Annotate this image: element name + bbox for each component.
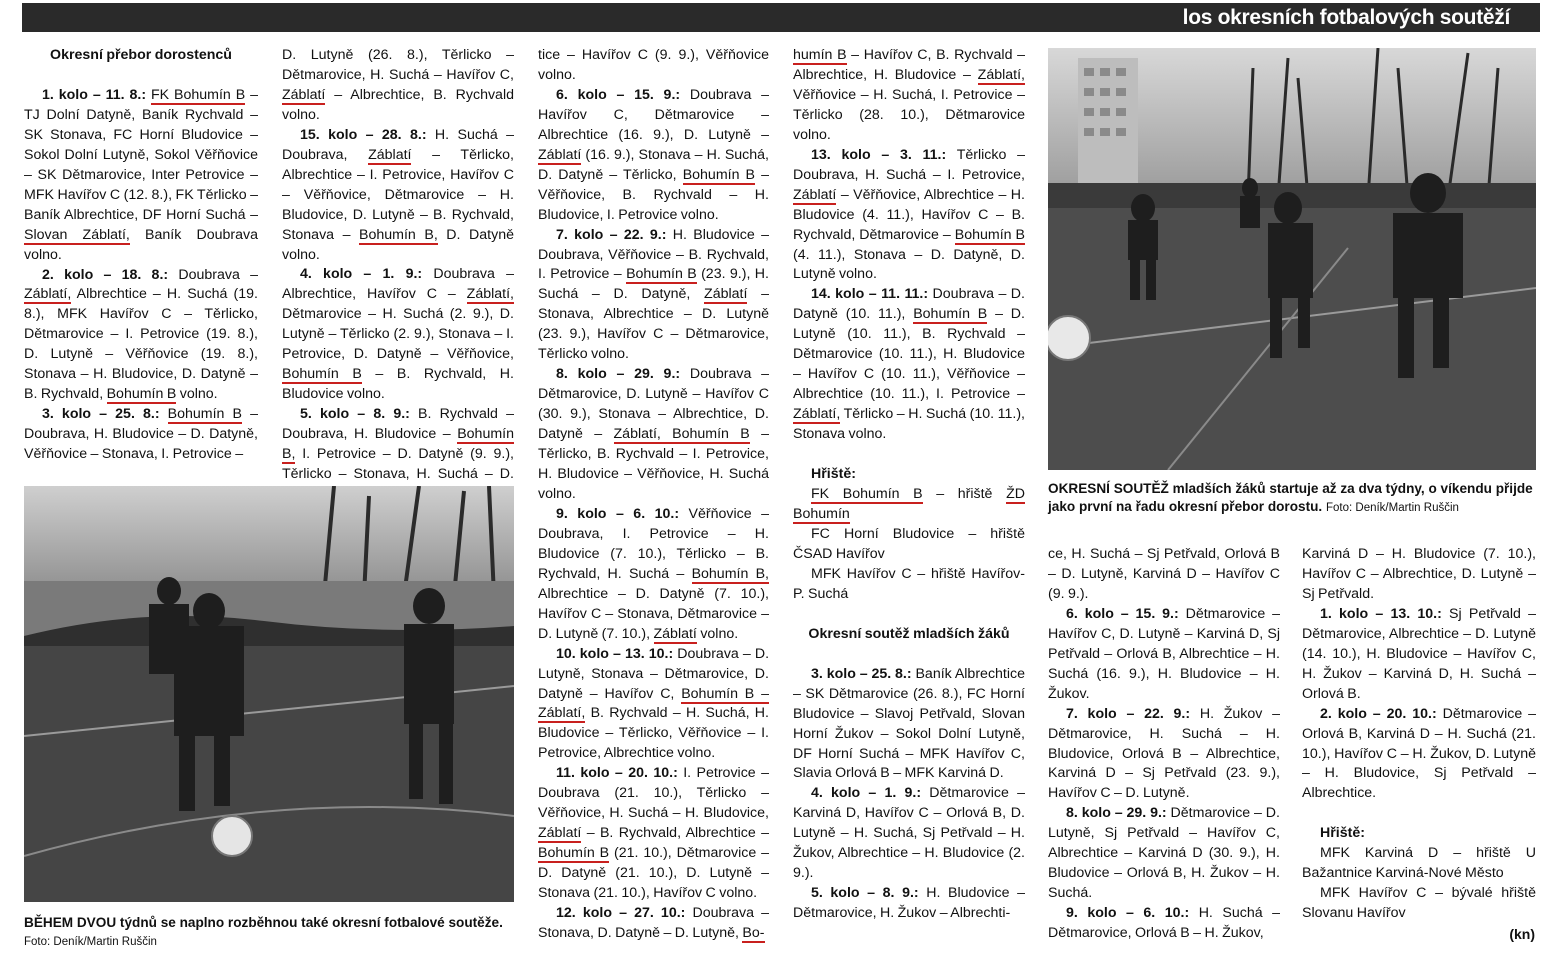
venues-heading: Hřiště: (811, 466, 856, 483)
author-signature: (kn) (1509, 926, 1535, 942)
venue-3: MFK Havířov C – hřiště Havířov-P. Suchá (793, 565, 1025, 602)
column-2 (282, 46, 514, 525)
round-11: 11. kolo – 20. 10.: I. Petrovice – Doubrava (21. 10.), Těrlicko – Věřňovice, H. Suchá – H. Bludovice, Záblatí – B. Rychvald, Albrechtice – Bohumín B (21. 10.), Dětmarovice – D. Datyně (21. 10.), D. Lutyně – Stonava (21. 10.), Havířov C volno. (538, 765, 769, 902)
round-10: 10. kolo – 13. 10.: Doubrava – D. Lutyně, Stonava – Dětmarovice, D. Datyně – Havířov C, Bohumín B – Záblatí, B. Rychvald – H. Suchá, H. Bludovice – Těrlicko, Věřňovice – I. Petrovice, Albrechtice volno. (538, 645, 770, 762)
photo-bottom-caption: BĚHEM DVOU týdnů se naplno rozběhnou také okresní fotbalové soutěže. Foto: Deník/Martin Ruščin (24, 915, 503, 948)
section-title: los okresních fotbalových soutěží (1182, 6, 1510, 29)
round-12: 12. kolo – 27. 10.: Doubrava – Stonava, D. Datyně – D. Lutyně, Bo- (538, 904, 769, 941)
round-15: 15. kolo – 28. 8.: H. Suchá – Doubrava, Záblatí – Těrlicko, Albrechtice – I. Petrovice, Havířov C – Věřňovice, Dětmarovice – H. Bludovice, D. Lutyně – B. Rychvald, Stonava – Bohumín B, D. Datyně volno. (282, 126, 515, 263)
round-3-cont: D. Lutyně (26. 8.), Těrlicko – Dětmarovice, H. Suchá – Havířov C, Záblatí – Albrechtice, B. Rychvald volno. (282, 47, 514, 123)
column-1 (24, 46, 258, 465)
junior-round-5: 5. kolo – 8. 9.: H. Bludovice – Dětmarovice, H. Žukov – Albrechti- (793, 885, 1026, 922)
photo-youth-football-top (1048, 48, 1536, 470)
round-14: 14. kolo – 11. 11.: Doubrava – D. Datyně (10. 11.), Bohumín B – D. Lutyně (10. 11.), B. Rychvald – Dětmarovice (10. 11.), H. Bludovice – Havířov C (10. 11.), Věřňovice – Albrechtice (10. 11.), I. Petrovice – Záblatí, Těrlicko – H. Suchá (10. 11.), Stonava volno. (793, 286, 1025, 443)
column-5 (1048, 545, 1280, 944)
column-6 (1302, 545, 1536, 924)
junior-venue-1: MFK Karviná D – hřiště U Bažantnice Karviná-Nové Město (1302, 845, 1536, 882)
column-3 (538, 46, 769, 944)
round-7: 7. kolo – 22. 9.: H. Bludovice – Doubrava, Věřňovice – B. Rychvald, I. Petrovice – Bohumín B (23. 9.), H. Suchá – D. Datyně, Záblatí – Stonava, Albrechtice – D. Lutyně (23. 9.), Havířov C – Dětmarovice, Těrlicko volno. (538, 226, 770, 363)
junior-round-1: 1. kolo – 13. 10.: Sj Petřvald – Dětmarovice, Albrechtice – D. Lutyně (14. 10.), H. Bludovice – Havířov C, H. Žukov – Karviná D, H. Suchá – Orlová B. (1302, 605, 1536, 702)
junior-round-8: 8. kolo – 29. 9.: Dětmarovice – D. Lutyně, Sj Petřvald – Havířov C, Albrechtice – Karviná D (30. 9.), H. Bludovice – Orlová B, H. Žukov – H. Suchá. (1048, 805, 1280, 902)
photo-top-caption: OKRESNÍ SOUTĚŽ mladších žáků startuje až za dva týdny, o víkendu přijde jako první na řadu okresní přebor dorostu. Foto: Deník/Martin Ruščin (1048, 481, 1533, 514)
round-6: 6. kolo – 15. 9.: Doubrava – Havířov C, Dětmarovice – Albrechtice (16. 9.), D. Lutyně – Záblatí (16. 9.), Stonava – H. Suchá, D. Datyně – Těrlicko, Bohumín B – Věřňovice, B. Rychvald – H. Bludovice, I. Petrovice volno. (538, 86, 770, 223)
junior-venues-heading: Hřiště: (1320, 825, 1365, 842)
round-1: 1. kolo – 11. 8.: FK Bohumín B – TJ Dolní Datyně, Baník Rychvald – SK Stonava, FC Horní Bludovice – Sokol Dolní Lutyně, Sokol Věřňovice – SK Dětmarovice, Inter Petrovice – MFK Havířov C (12. 8.), FK Těrlicko – Baník Albrechtice, DF Horní Suchá – Slovan Záblatí, Baník Doubrava volno. (24, 86, 259, 263)
venue-2: FC Horní Bludovice – hřiště ČSAD Havířov (793, 525, 1025, 562)
junior-round-5-cont: ce, H. Suchá – Sj Petřvald, Orlová B – D. Lutyně, Karviná D – Havířov C (9. 9.). (1048, 546, 1280, 602)
round-2: 2. kolo – 18. 8.: Doubrava – Záblatí, Albrechtice – H. Suchá (19. 8.), MFK Havířov C – Těrlicko, Dětmarovice – I. Petrovice (19. 8.), D. Lutyně – Věřňovice (19. 8.), Stonava – H. Bludovice, D. Datyně – B. Rychvald, Bohumín B volno. (24, 266, 259, 403)
round-12-cont: humín B – Havířov C, B. Rychvald – Albrechtice, H. Bludovice – Záblatí, Věřňovice – H. Suchá, I. Petrovice – Těrlicko (28. 10.), Dětmarovice volno. (793, 47, 1025, 143)
header-bar (22, 3, 1540, 32)
junior-round-9: 9. kolo – 6. 10.: H. Suchá – Dětmarovice, Orlová B – H. Žukov, (1048, 905, 1280, 942)
round-9: 9. kolo – 6. 10.: Věřňovice – Doubrava, I. Petrovice – H. Bludovice (7. 10.), Těrlicko – B. Rychvald, H. Suchá – Bohumín B, Albrechtice – D. Datyně (7. 10.), Havířov C – Stonava, Dětmarovice – D. Lutyně (7. 10.), Záblatí volno. (538, 505, 769, 642)
round-5-cont: tice – Havířov C (9. 9.), Věřňovice volno. (538, 47, 769, 83)
competition-title: Okresní přebor dorostenců (50, 47, 232, 63)
junior-round-6: 6. kolo – 15. 9.: Dětmarovice – Havířov C, D. Lutyně – Karviná D, Sj Petřvald – Orlová B, Albrechtice – H. Suchá (16. 9.), H. Bludovice – H. Žukov. (1048, 605, 1281, 702)
column-4 (793, 46, 1025, 924)
junior-round-4: 4. kolo – 1. 9.: Dětmarovice – Karviná D, Havířov C – Orlová B, D. Lutyně – H. Suchá, Sj Petřvald – H. Žukov, Albrechtice – H. Bludovice (2. 9.). (793, 785, 1025, 882)
venue-1: FK Bohumín B – hřiště ŽD Bohumín (793, 486, 1025, 522)
round-5: 5. kolo – 8. 9.: B. Rychvald – Doubrava, H. Bludovice – Bohumín B, I. Petrovice – D. Datyně (9. 9.), Těrlicko – Stonava, H. Suchá – D. (282, 405, 514, 525)
photo-youth-football-bottom (24, 486, 514, 902)
round-4: 4. kolo – 1. 9.: Doubrava – Albrechtice, Havířov C – Záblatí, Dětmarovice – H. Suchá (2. 9.), D. Lutyně – Těrlicko (2. 9.), Stonava – I. Petrovice, D. Datyně – Věřňovice, Bohumín B – B. Rychvald, H. Bludovice volno. (282, 266, 514, 403)
junior-round-7: 7. kolo – 22. 9.: H. Žukov – Dětmarovice, H. Suchá – H. Bludovice, Orlová B – Albrechtice, Karviná D – Sj Petřvald (23. 9.), Havířov C – D. Lutyně. (1048, 705, 1280, 802)
competition-title-2: Okresní soutěž mladších žáků (808, 625, 1010, 642)
round-3: 3. kolo – 25. 8.: Bohumín B – Doubrava, H. Bludovice – D. Datyně, Věřňovice – Stonava, I. Petrovice – (24, 406, 258, 463)
junior-venue-2: MFK Havířov C – bývalé hřiště Slovanu Havířov (1302, 885, 1536, 922)
round-8: 8. kolo – 29. 9.: Doubrava – Dětmarovice, D. Lutyně – Havířov C (30. 9.), Stonava – Albrechtice, D. Datyně – Záblatí, Bohumín B – Těrlicko, B. Rychvald – I. Petrovice, H. Bludovice – Věřňovice, H. Suchá volno. (538, 366, 770, 502)
junior-round-3: 3. kolo – 25. 8.: Baník Albrechtice – SK Dětmarovice (26. 8.), FC Horní Bludovice – Slavoj Petřvald, Slovan Horní Žukov – Sokol Dolní Lutyně, DF Horní Suchá – MFK Havířov C, Slavia Orlová B – MFK Karviná D. (793, 665, 1026, 782)
junior-round-2: 2. kolo – 20. 10.: Dětmarovice – Orlová B, Karviná D – H. Suchá (21. 10.), Havířov C – H. Žukov, D. Lutyně – H. Bludovice, Sj Petřvald – Albrechtice. (1302, 705, 1536, 802)
round-13: 13. kolo – 3. 11.: Těrlicko – Doubrava, H. Suchá – I. Petrovice, Záblatí – Věřňovice, Albrechtice – H. Bludovice (4. 11.), Havířov C – B. Rychvald, Dětmarovice – Bohumín B (4. 11.), Stonava – D. Datyně, D. Lutyně volno. (793, 146, 1025, 283)
junior-round-9-cont: Karviná D – H. Bludovice (7. 10.), Havířov C – Albrechtice, D. Lutyně – Sj Petřvald. (1302, 546, 1536, 602)
